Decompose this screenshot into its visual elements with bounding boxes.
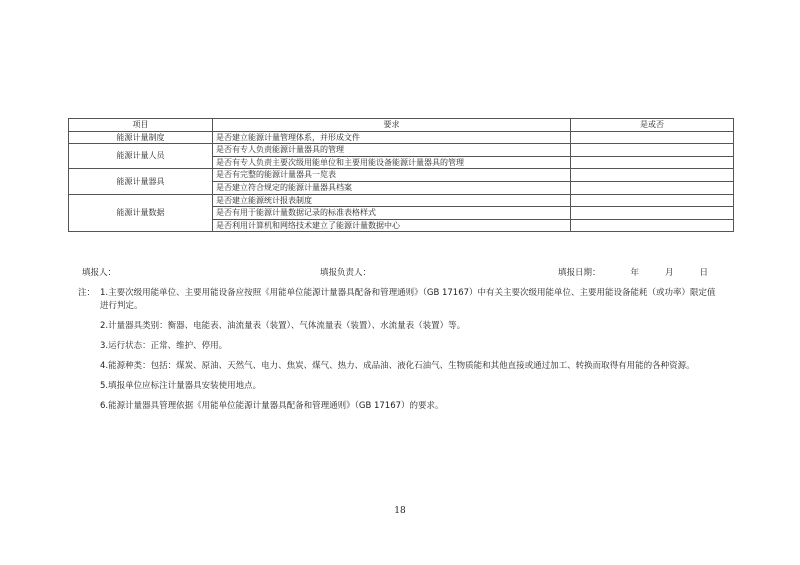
requirement-cell: 是否利用计算机和网络技术建立了能源计量数据中心: [213, 219, 571, 232]
responsible-label: 填报负责人：: [320, 268, 372, 278]
date-year: 年: [630, 268, 640, 278]
table-row: [69, 144, 734, 157]
energy-metering-table: [68, 118, 734, 232]
note-item: [78, 320, 723, 333]
notes-prefix: 注：: [78, 288, 96, 298]
yes-no-cell: [571, 219, 734, 232]
date-month: 月: [665, 268, 674, 278]
item-cell: 能源计量制度: [69, 131, 213, 144]
header-yes-no: 是或否: [571, 119, 734, 132]
yes-no-cell: [571, 207, 734, 220]
yes-no-cell: [571, 169, 734, 182]
page-number: 18: [394, 506, 406, 516]
date-field: [558, 267, 708, 279]
header-item: 项目: [69, 119, 213, 132]
requirement-cell: 是否建立能源计量管理体系，并形成文件: [213, 131, 571, 144]
table-row: [69, 131, 734, 144]
requirement-cell: 是否有用于能源计量数据记录的标准表格样式: [213, 207, 571, 220]
yes-no-cell: [571, 131, 734, 144]
requirement-cell: 是否建立符合规定的能源计量器具档案: [213, 181, 571, 194]
yes-no-cell: [571, 156, 734, 169]
item-cell: 能源计量器具: [69, 169, 213, 194]
table-row: [69, 194, 734, 207]
note-item: [78, 400, 723, 413]
notes-section: [78, 287, 723, 420]
requirement-cell: 是否建立能源统计报表制度: [213, 194, 571, 207]
requirement-cell: 是否有专人负责能源计量器具的管理: [213, 144, 571, 157]
note-text: 2.计量器具类别：衡器、电能表、油流量表（装置）、气体流量表（装置）、水流量表（装置）等。: [100, 321, 466, 331]
yes-no-cell: [571, 181, 734, 194]
note-text: 5.填报单位应标注计量器具安装使用地点。: [100, 381, 262, 391]
yes-no-cell: [571, 144, 734, 157]
note-item: [78, 340, 723, 353]
filler-label: 填报人：: [82, 268, 117, 278]
item-cell: 能源计量人员: [69, 144, 213, 169]
header-requirement: 要求: [213, 119, 571, 132]
requirement-cell: 是否有专人负责主要次级用能单位和主要用能设备能源计量器具的管理: [213, 156, 571, 169]
note-text: 1.主要次级用能单位、主要用能设备应按照《用能单位能源计量器具配备和管理通则》（GB 17167）中有关主要次级用能单位、主要用能设备能耗（或功率）限定值进行判定。: [100, 288, 716, 311]
note-item: [78, 287, 723, 313]
date-day: 日: [699, 268, 709, 278]
table-header-row: [69, 119, 734, 132]
item-cell: 能源计量数据: [69, 194, 213, 232]
requirement-cell: 是否有完整的能源计量器具一览表: [213, 169, 571, 182]
note-text: 4.能源种类：包括：煤炭、原油、天然气、电力、焦炭、煤气、热力、成品油、液化石油气、生物质能和其他直接或通过加工、转换而取得有用能的各种资源。: [100, 361, 695, 371]
note-item: [78, 380, 723, 393]
yes-no-cell: [571, 194, 734, 207]
signature-line: [70, 267, 730, 279]
note-text: 3.运行状态：正常、维护、停用。: [100, 341, 228, 351]
date-label: 填报日期：: [558, 268, 601, 278]
table-row: [69, 169, 734, 182]
note-item: [78, 360, 723, 373]
note-text: 6.能源计量器具管理依据《用能单位能源计量器具配备和管理通则》（GB 17167）的要求。: [100, 401, 444, 411]
